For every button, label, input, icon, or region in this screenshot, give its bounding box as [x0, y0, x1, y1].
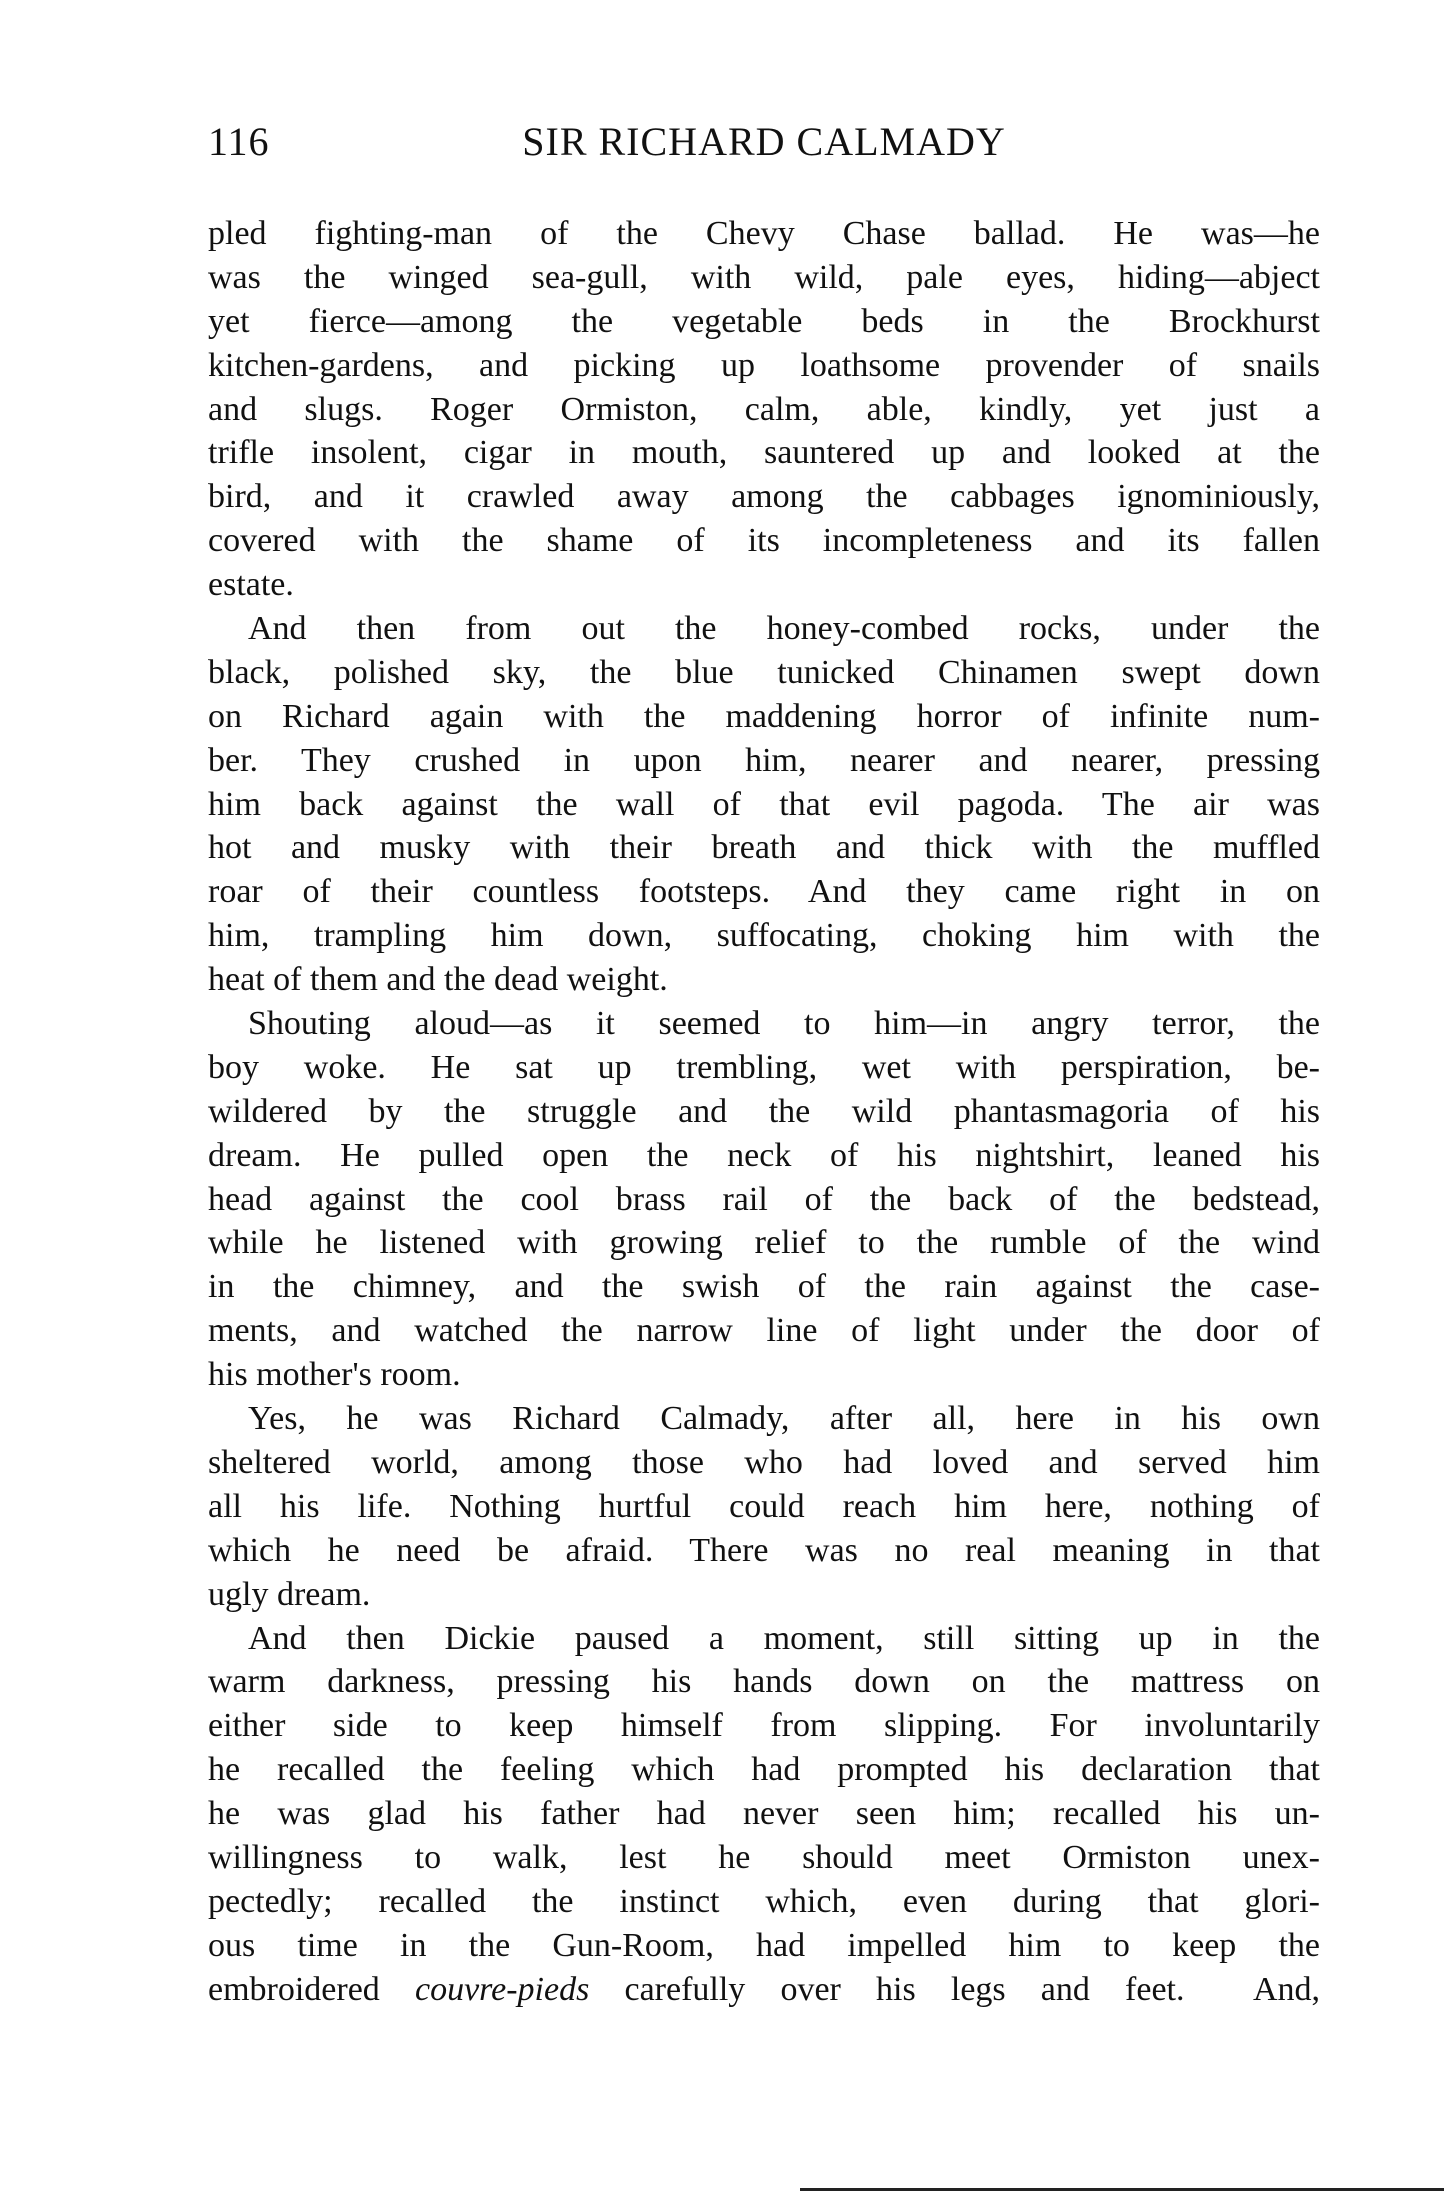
text-line — [208, 1968, 1320, 2012]
text-line: either side to keep himself from slipping. For involuntarily — [208, 1707, 1320, 1745]
text-line: Shouting aloud—as it seemed to him—in angry terror, the — [248, 1005, 1320, 1043]
text-line: he was glad his father had never seen him; recalled his un- — [208, 1795, 1320, 1833]
italic-phrase: couvre-pieds — [414, 1970, 590, 2008]
text-line: Yes, he was Richard Calmady, after all, here in his own — [248, 1400, 1320, 1438]
text-line: ous time in the Gun-Room, had impelled him to keep the — [208, 1926, 1320, 1964]
text-line: in the chimney, and the swish of the rain against the case- — [208, 1268, 1320, 1306]
text-line: hot and musky with their breath and thick with the muffled — [208, 829, 1320, 867]
text-line: wildered by the struggle and the wild phantasmagoria of his — [208, 1092, 1320, 1130]
text-line: him back against the wall of that evil pagoda. The air was — [208, 785, 1320, 823]
text-line: heat of them and the dead weight. — [208, 961, 668, 999]
text-line: dream. He pulled open the neck of his nightshirt, leaned his — [208, 1136, 1320, 1174]
text-line: And then from out the honey-combed rocks, under the — [248, 610, 1320, 648]
text-segment: embroidered — [208, 1970, 415, 2008]
text-line: ber. They crushed in upon him, nearer and nearer, pressing — [208, 741, 1320, 779]
text-line: pled fighting-man of the Chevy Chase ballad. He was—he — [208, 215, 1320, 252]
page-number: 116 — [208, 119, 270, 164]
text-line: which he need be afraid. There was no real meaning in that — [208, 1531, 1320, 1569]
paragraph — [208, 607, 1320, 1002]
text-line: kitchen-gardens, and picking up loathsome provender of snails — [208, 346, 1320, 384]
text-line: And then Dickie paused a moment, still sitting up in the — [248, 1619, 1320, 1657]
text-line: warm darkness, pressing his hands down on the mattress on — [208, 1663, 1320, 1701]
text-line: him, trampling him down, suffocating, choking him with the — [208, 917, 1320, 955]
text-line: ugly dream. — [208, 1575, 371, 1613]
page-edge-rule — [800, 2188, 1444, 2191]
text-line: estate. — [208, 566, 294, 604]
text-line: roar of their countless footsteps. And they came right in on — [208, 873, 1320, 911]
text-line: ments, and watched the narrow line of light under the door of — [208, 1312, 1320, 1350]
paragraph — [208, 212, 1320, 607]
text-line: head against the cool brass rail of the back of the bedstead, — [208, 1180, 1320, 1218]
running-header — [208, 118, 1320, 168]
text-line: his mother's room. — [208, 1356, 461, 1394]
text-line: sheltered world, among those who had loved and served him — [208, 1443, 1320, 1481]
paragraph — [208, 1617, 1320, 2012]
text-line: yet fierce—among the vegetable beds in the Brockhurst — [208, 302, 1320, 340]
text-line: all his life. Nothing hurtful could reach him here, nothing of — [208, 1487, 1320, 1525]
text-line: boy woke. He sat up trembling, wet with perspiration, be- — [208, 1048, 1320, 1086]
text-line: and slugs. Roger Ormiston, calm, able, kindly, yet just a — [208, 390, 1320, 428]
text-line: bird, and it crawled away among the cabbages ignominiously, — [208, 478, 1320, 516]
text-line: black, polished sky, the blue tunicked Chinamen swept down — [208, 653, 1320, 691]
text-line: he recalled the feeling which had prompted his declaration that — [208, 1751, 1320, 1789]
text-line: while he listened with growing relief to the rumble of the wind — [208, 1224, 1320, 1262]
text-line: pectedly; recalled the instinct which, even during that glori- — [208, 1882, 1320, 1920]
text-line: trifle insolent, cigar in mouth, sauntered up and looked at the — [208, 434, 1320, 472]
running-title: SIR RICHARD CALMADY — [522, 119, 1006, 164]
text-line: willingness to walk, lest he should meet Ormiston unex- — [208, 1838, 1320, 1876]
paragraph — [208, 1397, 1320, 1616]
page-body — [208, 212, 1320, 2012]
text-segment: carefully over his legs and feet. And, — [589, 1970, 1321, 2008]
text-line: on Richard again with the maddening horror of infinite num- — [208, 697, 1320, 735]
paragraph — [208, 1002, 1320, 1397]
text-line: covered with the shame of its incompleteness and its fallen — [208, 522, 1320, 560]
text-line: was the winged sea-gull, with wild, pale eyes, hiding—abject — [208, 258, 1320, 296]
